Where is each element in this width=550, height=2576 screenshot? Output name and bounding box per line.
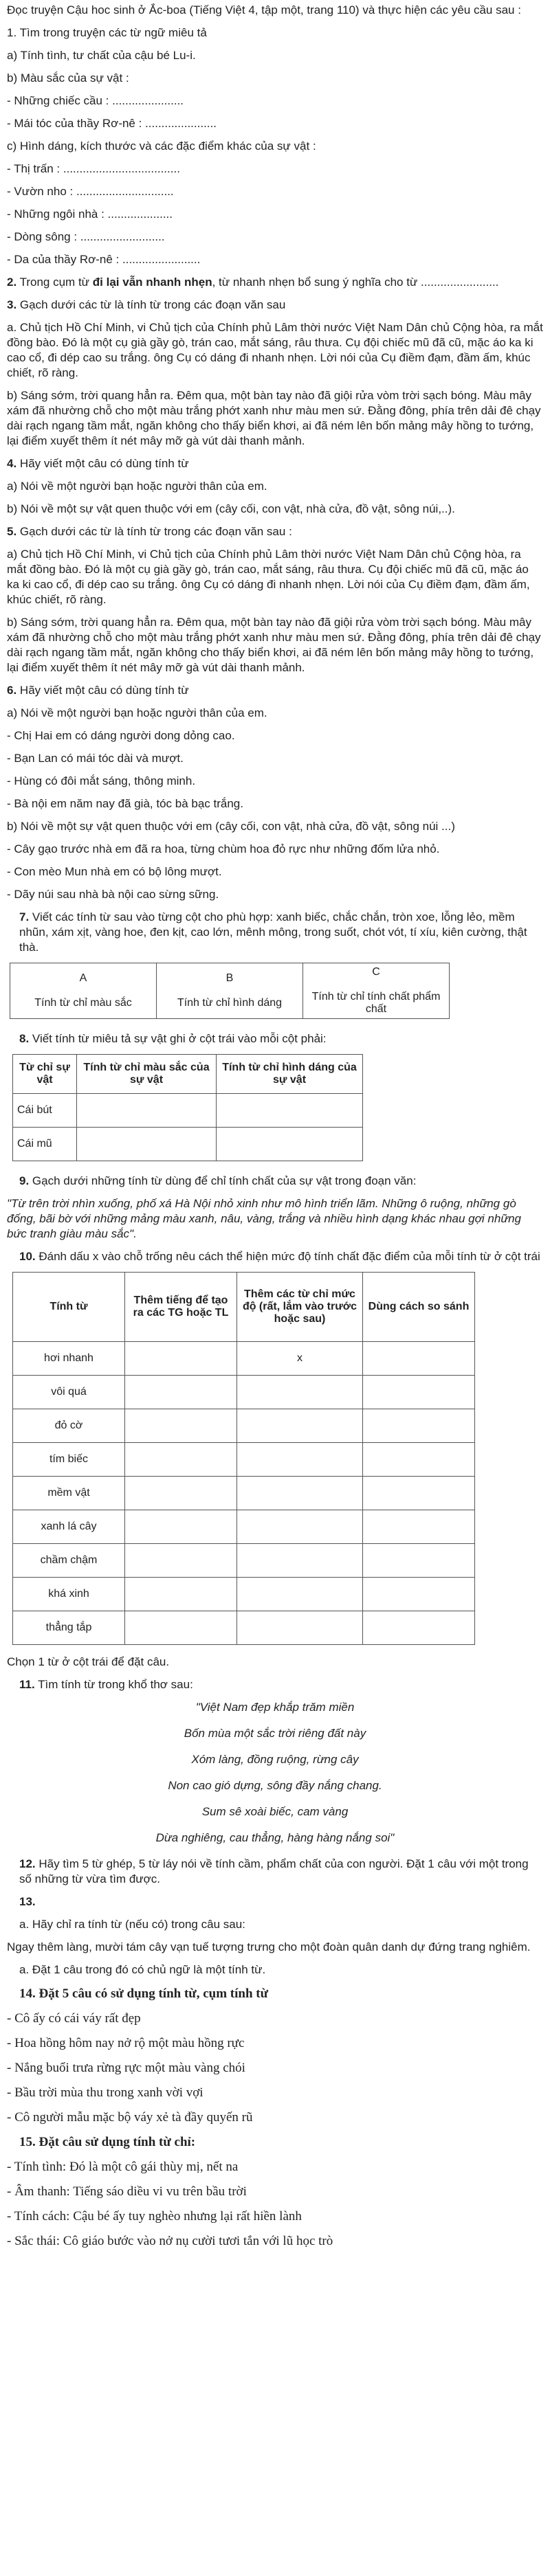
poem-line: Non cao gió dựng, sông đầy nắng chang. xyxy=(168,1779,382,1792)
q5-paragraph-b: b) Sáng sớm, trời quang hẳn ra. Đêm qua, một bàn tay nào đã giội rửa vòm trời sạch bóng. Màu mây xám đã nhường chỗ cho một màu trắng phớt xanh như màu men sứ. Đằng đông, phía trên dải đê chạy dài rạch ngang tầm mắt, ngăn không cho thấy biển khơi, ai đã ném lên bốn mảng mây hồng to tướng, lại điểm xuyết thêm ít nét mây mỡ gà vút dài thanh mảnh. xyxy=(7,616,541,674)
q6-b-item: - Dãy núi sau nhà bà nội cao sừng sững. xyxy=(7,888,219,901)
q8-header: Tính từ chỉ hình dáng của sự vật xyxy=(217,1055,363,1094)
table-row: xanh lá cây xyxy=(13,1510,475,1544)
q6-a-item: - Bà nội em năm nay đã già, tóc bà bạc trắng. xyxy=(7,797,243,810)
q15-item: - Tính cách: Cậu bé ấy tuy nghèo nhưng lại rất hiền lành xyxy=(7,2209,302,2224)
q12-number: 12. xyxy=(19,1857,36,1870)
q3-paragraph-a: a. Chủ tịch Hồ Chí Minh, vi Chủ tịch của Chính phủ Lâm thời nước Việt Nam Dân chủ Cộng hòa, ra mắt đồng bào. Đó là một cụ già gầy gò, trán cao, mắt sáng, râu thưa. Cụ đội chiếc mũ đã cũ, mặc áo ka ki cao cổ, đi dép cao su trắng. ông Cụ có dáng đi nhanh nhẹn. Lời nói của Cụ điềm đạm, đầm ấm, khúc chiết, rõ ràng. xyxy=(7,321,543,379)
poem-line: Bốn mùa một sắc trời riêng đất này xyxy=(184,1727,366,1740)
q1-c-item: - Vườn nho : .............................. xyxy=(7,185,174,198)
q11-title-text: Tìm tính từ trong khổ thơ sau: xyxy=(34,1678,193,1691)
q5-paragraph-a: a) Chủ tịch Hồ Chí Minh, vi Chủ tịch của Chính phủ Lâm thời nước Việt Nam Dân chủ Cộng hòa, ra mắt đồng bào. Đó là một cụ già gầy gò, trán cao, mắt sáng, râu thưa. Cụ đội chiếc mũ đã cũ, mặc áo ka ki cao cổ, đi dép cao su trắng. ông Cụ có dáng đi nhanh nhẹn. Lời nói của Cụ điềm đạm, đầm ấm, khúc chiết, rõ ràng. xyxy=(7,548,530,606)
q1-c-item: - Da của thầy Rơ-nê : ........................ xyxy=(7,253,201,266)
q12-text xyxy=(7,1857,543,1887)
q6-b-item: - Con mèo Mun nhà em có bộ lông mượt. xyxy=(7,865,222,878)
q8-row-label: Cái mũ xyxy=(13,1128,77,1161)
q8-table xyxy=(12,1054,363,1161)
q7-title-text: Viết các tính từ sau vào từng cột cho phù hợp: xanh biếc, chắc chắn, tròn xoe, lỗng lẻo, mềm nhũn, xám xịt, vàng hoe, đen kịt, cao lớn, mênh mông, trong suốt, chót vót, tí xíu, kiên cường, thật thà. xyxy=(19,910,527,954)
q10-header: Thêm tiếng để tạo ra các TG hoặc TL xyxy=(125,1273,237,1342)
q10-mark: x xyxy=(237,1342,363,1376)
q6-a-item: - Chị Hai em có dáng người dong dỏng cao. xyxy=(7,729,235,742)
q14-item: - Bầu trời mùa thu trong xanh vời vợi xyxy=(7,2085,204,2100)
q13-b: a. Đặt 1 câu trong đó có chủ ngữ là một tính từ. xyxy=(19,1963,266,1976)
q4-b: b) Nói về một sự vật quen thuộc với em (cây cối, con vật, nhà cửa, đồ vật, sông núi,..). xyxy=(7,502,455,515)
poem-line: "Việt Nam đẹp khắp trăm miền xyxy=(195,1701,355,1714)
q6-b: b) Nói về một sự vật quen thuộc với em (cây cối, con vật, nhà cửa, đồ vật, sông núi ...) xyxy=(7,820,455,833)
q11-title xyxy=(7,1677,543,1692)
q2-number: 2. xyxy=(7,276,17,289)
q8-header: Từ chỉ sự vật xyxy=(13,1055,77,1094)
table-row: tím biếc xyxy=(13,1443,475,1477)
q1-c-item: - Thị trấn : .................................... xyxy=(7,162,180,175)
q11-poem xyxy=(7,1700,543,1846)
table-row: đỏ cờ xyxy=(13,1409,475,1443)
q1-c: c) Hình dáng, kích thước và các đặc điểm khác của sự vật : xyxy=(7,139,316,153)
q2-phrase: đi lại vẫn nhanh nhẹn xyxy=(92,276,212,289)
table-row xyxy=(13,1094,363,1128)
q10-title xyxy=(7,1249,543,1264)
q6-title xyxy=(7,683,543,698)
q3-paragraph-b: b) Sáng sớm, trời quang hẳn ra. Đêm qua, một bàn tay nào đã giội rửa vòm trời sạch bóng. Màu mây xám đã nhường chỗ cho một màu trắng phớt xanh như màu men sứ. Đằng đông, phía trên dải đê chạy dài rạch ngang tầm mắt, ngăn không cho thấy biển khơi, ai đã ném lên bốn mảng mây hồng to tướng, lại điểm xuyết thêm ít nét mây mỡ gà vút dài thanh mảnh. xyxy=(7,389,541,447)
q15-item: - Sắc thái: Cô giáo bước vào nở nụ cười tươi tắn với lũ học trò xyxy=(7,2234,333,2248)
q7-table xyxy=(10,963,450,1019)
q7-column-a: A Tính từ chỉ màu sắc xyxy=(10,963,157,1019)
q4-title xyxy=(7,456,543,471)
q6-number: 6. xyxy=(7,684,17,697)
q2-post: , từ nhanh nhẹn bổ sung ý nghĩa cho từ ........................ xyxy=(212,276,499,289)
q13-a: a. Hãy chỉ ra tính từ (nếu có) trong câu sau: xyxy=(19,1918,245,1931)
q6-title-text: Hãy viết một câu có dùng tính từ xyxy=(16,684,189,697)
q5-title-text: Gạch dưới các từ là tính từ trong các đoạn văn sau : xyxy=(16,525,292,538)
q1-c-item: - Dòng sông : .......................... xyxy=(7,230,165,243)
q14-item: - Cô ấy có cái váy rất đẹp xyxy=(7,2011,141,2026)
q4-title-text: Hãy viết một câu có dùng tính từ xyxy=(16,457,189,470)
q5-title xyxy=(7,524,543,539)
q3-number: 3. xyxy=(7,298,17,311)
q10-title-text: Đánh dấu x vào chỗ trống nêu cách thể hiện mức độ tính chất đặc điểm của mỗi tính từ ở cột trái xyxy=(35,1250,540,1263)
q4-a: a) Nói về một người bạn hoặc người thân của em. xyxy=(7,480,267,493)
q6-b-item: - Cây gạo trước nhà em đã ra hoa, từng chùm hoa đỏ rực như những đốm lửa nhỏ. xyxy=(7,842,440,855)
table-row: vôi quá xyxy=(13,1376,475,1409)
q12-title-text: Hãy tìm 5 từ ghép, 5 từ láy nói về tính cầm, phẩm chất của con người. Đặt 1 câu với một trong số những từ vừa tìm được. xyxy=(19,1857,529,1885)
q2-pre: Trong cụm từ xyxy=(16,276,93,289)
q9-quote: "Từ trên trời nhìn xuống, phố xá Hà Nội nhỏ xinh như mô hình triển lãm. Những ô ruộng, những gò đống, bãi bờ với những mảng màu xanh, nâu, vàng, trắng và nhiều hình dạng khác nhau gợi những bức tranh giàu màu sắc". xyxy=(7,1197,522,1240)
q13-number: 13. xyxy=(19,1895,36,1908)
q15-item: - Tính tình: Đó là một cô gái thùy mị, nết na xyxy=(7,2160,239,2174)
table-row: chầm chậm xyxy=(13,1544,475,1578)
table-row: hơi nhanh x xyxy=(13,1342,475,1376)
q9-title-text: Gạch dưới những tính từ dùng để chỉ tính chất của sự vật trong đoạn văn: xyxy=(29,1174,417,1187)
intro-text: Đọc truyện Cậu hoc sinh ở Ắc-boa (Tiếng Việt 4, tập một, trang 110) và thực hiện các yêu cầu sau : xyxy=(7,3,521,16)
q3-title-text: Gạch dưới các từ là tính từ trong các đoạn văn sau xyxy=(16,298,286,311)
q14-item: - Cô người mẫu mặc bộ váy xẻ tà đầy quyến rũ xyxy=(7,2110,253,2125)
poem-line: Sum sê xoài biếc, cam vàng xyxy=(201,1805,349,1818)
q6-a-item: - Hùng có đôi mắt sáng, thông minh. xyxy=(7,774,196,787)
q7-number: 7. xyxy=(19,910,30,923)
q13-a-text: Ngay thêm làng, mười tám cây vạn tuế tượng trưng cho một đoàn quân danh dự đứng trang nghiêm. xyxy=(7,1940,531,1953)
q15-title: 15. Đặt câu sử dụng tính từ chỉ: xyxy=(19,2135,196,2149)
q7-title xyxy=(7,910,543,955)
q10-header: Dùng cách so sánh xyxy=(363,1273,475,1342)
q8-header: Tính từ chỉ màu sắc của sự vật xyxy=(77,1055,217,1094)
q14-item: - Nắng buổi trưa rừng rực một màu vàng chói xyxy=(7,2061,245,2075)
q14-item: - Hoa hồng hôm nay nở rộ một màu hồng rực xyxy=(7,2036,245,2050)
q2-text xyxy=(7,275,543,290)
q6-a: a) Nói về một người bạn hoặc người thân của em. xyxy=(7,706,267,719)
q8-number: 8. xyxy=(19,1032,30,1045)
q1-title: 1. Tìm trong truyện các từ ngữ miêu tả xyxy=(7,26,207,39)
table-row: thẳng tắp xyxy=(13,1611,475,1645)
q9-number: 9. xyxy=(19,1174,30,1187)
q8-title-text: Viết tính từ miêu tả sự vật ghi ở cột trái vào mỗi cột phải: xyxy=(29,1032,327,1045)
q4-number: 4. xyxy=(7,457,17,470)
q7-column-b: B Tính từ chỉ hình dáng xyxy=(157,963,303,1019)
q1-b-item: - Mái tóc của thầy Rơ-nê : ...................... xyxy=(7,117,217,130)
q10-number: 10. xyxy=(19,1250,36,1263)
poem-line: Xóm làng, đồng ruộng, rừng cây xyxy=(191,1753,359,1766)
q8-row-label: Cái bút xyxy=(13,1094,77,1128)
q15-item: - Âm thanh: Tiếng sáo diều vi vu trên bầu trời xyxy=(7,2184,247,2199)
q1-c-item: - Những ngôi nhà : .................... xyxy=(7,208,173,221)
table-row: mềm vật xyxy=(13,1477,475,1510)
table-row xyxy=(13,1128,363,1161)
q1-b-item: - Những chiếc cầu : ...................... xyxy=(7,94,184,107)
q5-number: 5. xyxy=(7,525,17,538)
q9-title xyxy=(7,1174,543,1189)
poem-line: Dừa nghiêng, cau thẳng, hàng hàng nắng soi" xyxy=(155,1831,395,1844)
q10-header: Thêm các từ chỉ mức độ (rất, lắm vào trước hoặc sau) xyxy=(237,1273,363,1342)
q10-table xyxy=(12,1272,475,1645)
table-row: khá xinh xyxy=(13,1578,475,1611)
q1-a: a) Tính tình, tư chất của cậu bé Lu-i. xyxy=(7,49,196,62)
q3-title xyxy=(7,298,543,313)
q6-a-item: - Bạn Lan có mái tóc dài và mượt. xyxy=(7,752,184,765)
q7-column-c: C Tính từ chỉ tính chất phẩm chất xyxy=(303,963,450,1019)
q11-number: 11. xyxy=(19,1678,35,1691)
q14-title: 14. Đặt 5 câu có sử dụng tính từ, cụm tính từ xyxy=(19,1986,268,2001)
q10-header: Tính từ xyxy=(13,1273,125,1342)
q8-title xyxy=(7,1031,543,1046)
q10-footer: Chọn 1 từ ở cột trái để đặt câu. xyxy=(7,1655,170,1668)
q1-b: b) Màu sắc của sự vật : xyxy=(7,71,129,85)
